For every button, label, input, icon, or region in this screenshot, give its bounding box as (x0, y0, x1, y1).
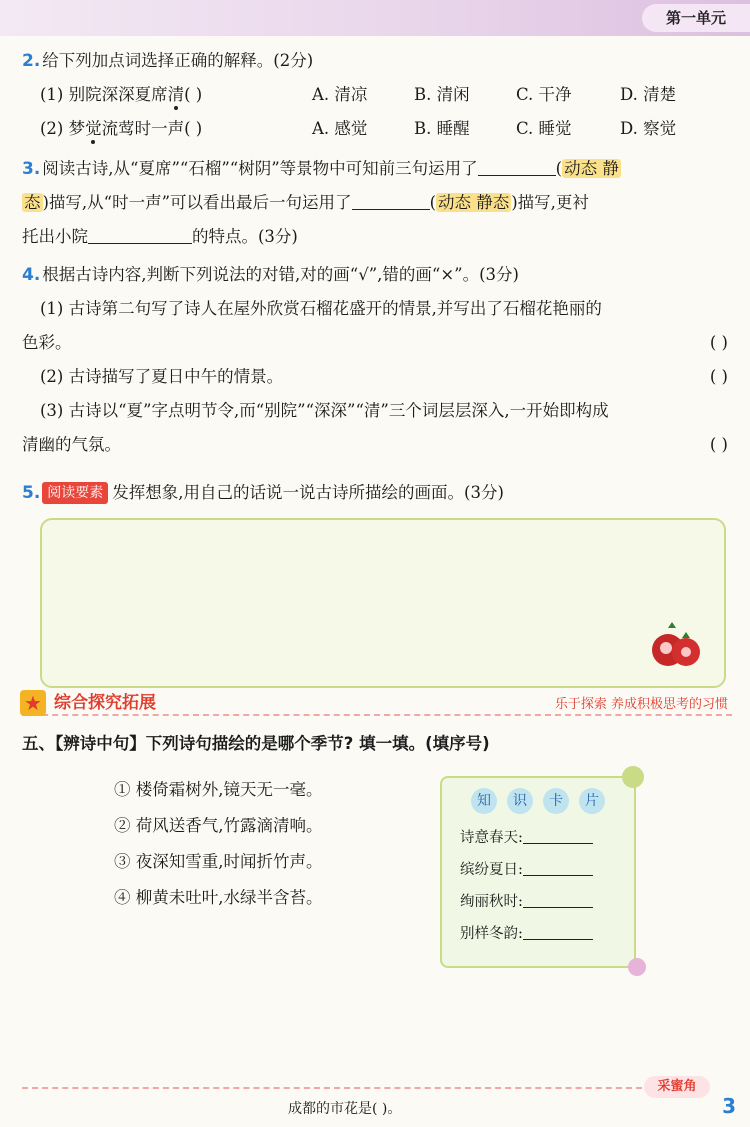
answer-blank[interactable] (523, 826, 593, 844)
knowledge-card (440, 776, 636, 968)
answer-paren[interactable]: ( ) (184, 85, 203, 104)
answer-paren[interactable]: 流莺时一声( ) (101, 119, 203, 138)
question-4: 4. 根据古诗内容,判断下列说法的对错,对的画“√”,错的画“×”。(3分) (1) 古诗第二句写了诗人在屋外欣赏石榴花盛开的情景,并写出了石榴花艳丽的 色彩。 ( ) (2) 古诗描写了夏日中午的情景。 ( ) (3) 古诗以“夏”字点明节令,而“别院”“深深”“清”三个词层层深入,一开始即构成 清幽的气氛。 ( ) (22, 258, 728, 462)
card-row-summer: 缤纷夏日: (460, 854, 616, 886)
q2-item-1: (1) 别院深深夏席清( ) A. 清凉 B. 清闲 C. 干净 D. 清楚 (40, 85, 677, 104)
poem-list (114, 772, 323, 916)
section-title: 综合探究拓展 (54, 693, 156, 713)
question-2 (22, 44, 728, 146)
footer-fact: 成都的市花是( )。 (288, 1101, 402, 1117)
question-five: 五、【辨诗中句】下列诗句描绘的是哪个季节? 填一填。(填序号) (22, 734, 490, 753)
answer-paren[interactable]: ( ) (709, 367, 728, 386)
section-motto: 乐于探索 养成积极思考的习惯 (554, 697, 728, 712)
question-number: 2. (22, 51, 41, 71)
decor-dot (622, 766, 644, 788)
footer-tag: 采蜜角 (644, 1076, 710, 1098)
question-prompt: 给下列加点词选择正确的解释。(2分) (42, 51, 314, 70)
reading-tag: 阅读要素 (42, 482, 108, 504)
header-bar (0, 0, 750, 36)
pomegranate-icon (648, 620, 704, 672)
card-title: 知 识 卡 片 (460, 788, 616, 814)
decor-dot (628, 958, 646, 976)
list-item: ④ 柳黄未吐叶,水绿半含苔。 (114, 888, 323, 907)
question-5: 5. 阅读要素 发挥想象,用自己的话说一说古诗所描绘的画面。(3分) (22, 483, 504, 503)
card-row-winter: 别样冬韵: (460, 918, 616, 950)
card-row-spring: 诗意春天: (460, 822, 616, 854)
list-item: ③ 夜深知雪重,时闻折竹声。 (114, 852, 323, 871)
answer-blank[interactable] (523, 890, 593, 908)
answer-paren[interactable]: ( ) (709, 435, 728, 454)
answer-blank[interactable] (352, 190, 430, 210)
star-icon: ★ (20, 690, 46, 716)
answer-blank[interactable] (523, 858, 593, 876)
q2-item-2: (2) 梦觉流莺时一声( ) A. 感觉 B. 睡醒 C. 睡觉 D. 察觉 (40, 119, 677, 138)
footer-divider (22, 1087, 642, 1089)
answer-blank[interactable] (478, 156, 556, 176)
list-item: ② 荷风送香气,竹露滴清响。 (114, 816, 323, 835)
page-number: 3 (722, 1094, 736, 1118)
list-item: ① 楼倚霜树外,镜天无一毫。 (114, 780, 323, 799)
question-3: 3. 阅读古诗,从“夏席”“石榴”“树阴”等景物中可知前三句运用了 ( 动态 静 态 )描写,从“时一声”可以看出最后一句运用了 ( 动态 静态 )描写,更衬 托出小院 的特点。(3分) (22, 152, 728, 254)
answer-box[interactable] (40, 518, 726, 688)
card-row-autumn: 绚丽秋时: (460, 886, 616, 918)
unit-label: 第一单元 (642, 4, 750, 32)
answer-paren[interactable]: ( ) (709, 333, 728, 352)
answer-blank[interactable] (88, 224, 192, 244)
answer-blank[interactable] (523, 922, 593, 940)
